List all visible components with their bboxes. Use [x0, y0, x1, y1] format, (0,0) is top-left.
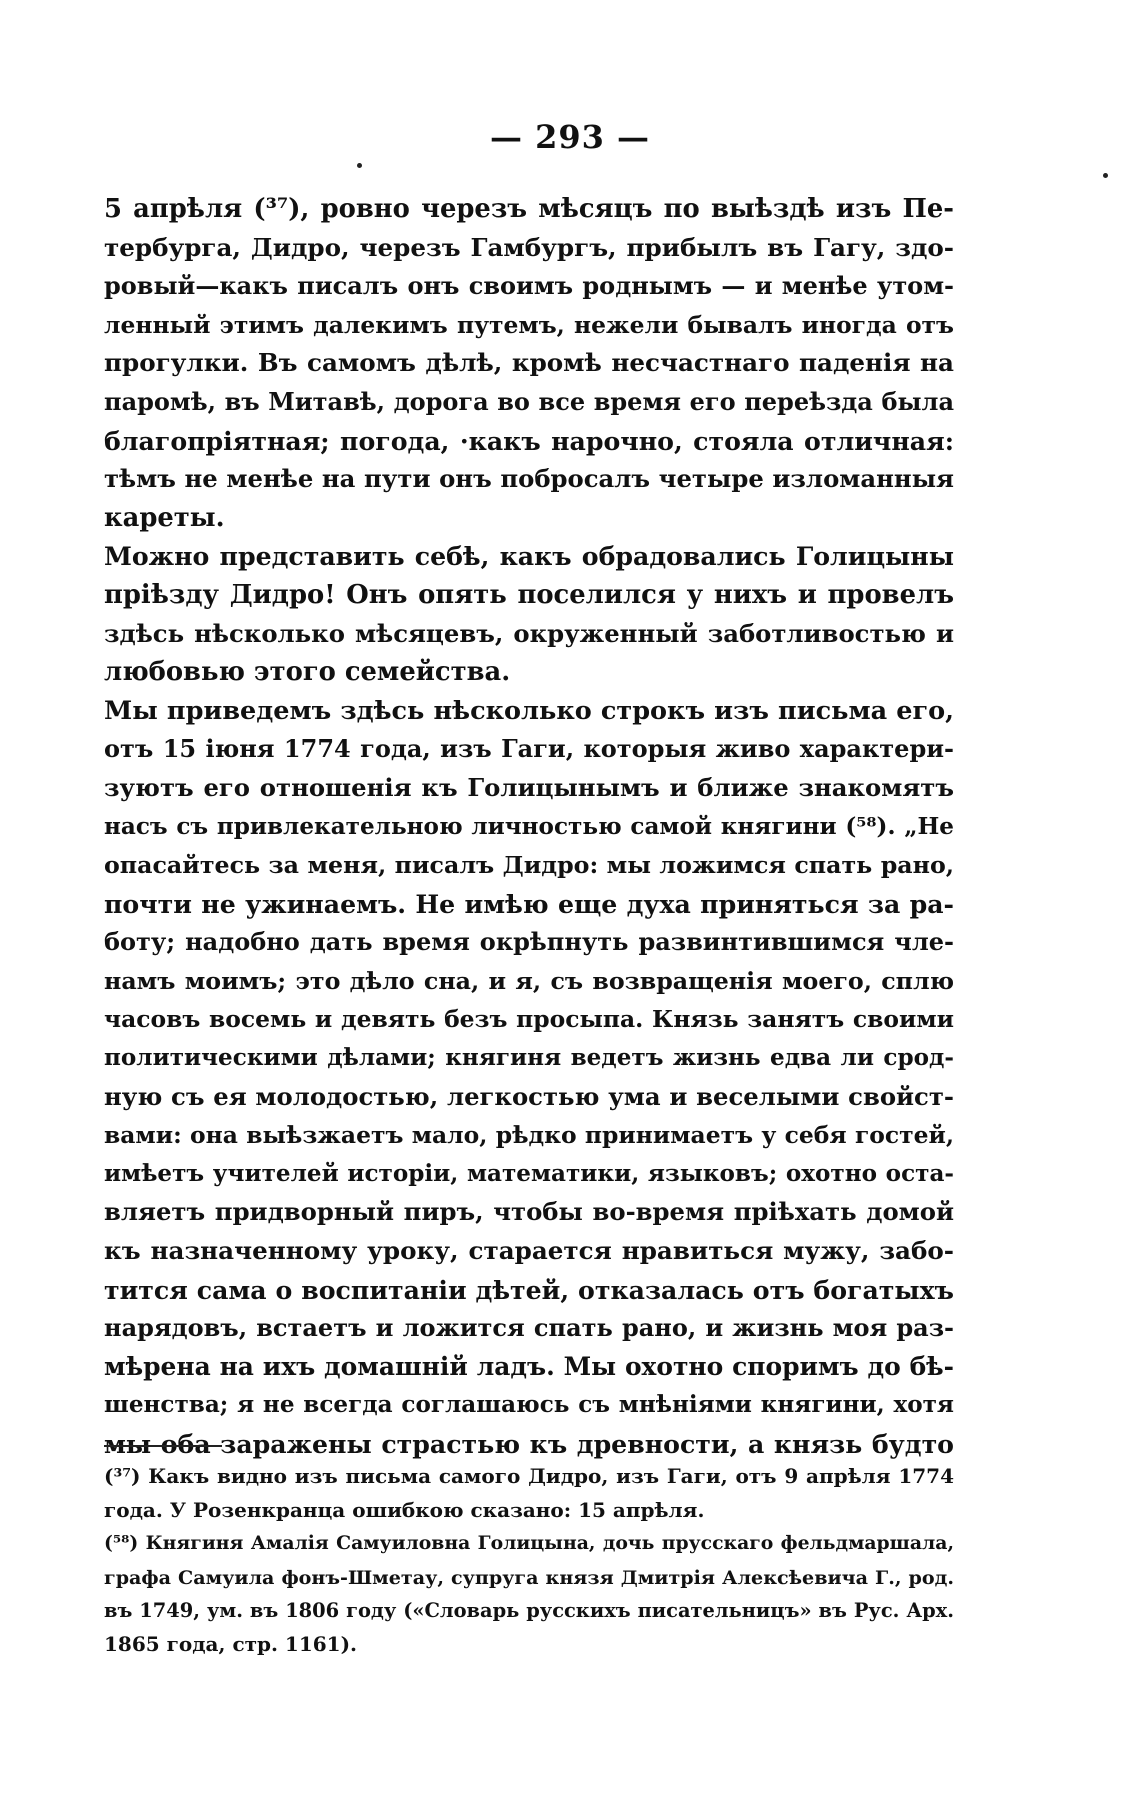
print-speck	[357, 163, 362, 168]
text-line: мѣрена на ихъ домашній ладъ. Мы охотно споримъ до бѣ-	[104, 1351, 954, 1381]
text-line: отъ 15 іюня 1774 года, изъ Гаги, которыя живо характери-	[104, 734, 954, 764]
text-line: къ назначенному уроку, старается нравиться мужу, забо-	[104, 1236, 954, 1266]
print-speck	[1103, 173, 1108, 178]
text-line: тѣмъ не менѣе на пути онъ побросалъ четыре изломанныя	[104, 464, 954, 494]
footnote-line: 1865 года, стр. 1161).	[104, 1631, 358, 1656]
text-line: насъ съ привлекательною личностью самой княгини (⁵⁸). „Не	[104, 812, 954, 840]
text-line: здѣсь нѣсколько мѣсяцевъ, окруженный заботливостью и	[104, 618, 954, 648]
footnote-line: (⁵⁸) Княгиня Амалія Самуиловна Голицына, дочь прусскаго фельдмаршала,	[104, 1532, 954, 1554]
text-line: Мы приведемъ здѣсь нѣсколько строкъ изъ письма его,	[104, 695, 954, 726]
text-line: прогулки. Въ самомъ дѣлѣ, кромѣ несчастнаго паденія на	[104, 348, 954, 378]
footnote	[104, 1527, 954, 1661]
text-line: вляетъ придворный пиръ, чтобы во-время пріѣхать домой	[104, 1197, 954, 1227]
paragraph	[104, 692, 954, 1464]
page-number: — 293 —	[489, 118, 651, 156]
text-line: мы оба заражены страстью къ древности, а князь будто	[104, 1429, 954, 1459]
text-line: ленный этимъ далекимъ путемъ, нежели бывалъ иногда отъ	[104, 310, 954, 339]
text-line: ровый—какъ писалъ онъ своимъ роднымъ — и менѣе утом-	[104, 271, 954, 301]
text-line: 5 апрѣля (³⁷), ровно черезъ мѣсяцъ по выѣздѣ изъ Пе-	[104, 194, 954, 224]
text-line: любовью этого семейства.	[104, 657, 511, 688]
text-line: пріѣзду Дидро! Онъ опять поселился у нихъ и провелъ	[104, 579, 954, 610]
text-line: намъ моимъ; это дѣло сна, и я, съ возвращенія моего, сплю	[104, 966, 954, 995]
text-line: опасайтесь за меня, писалъ Дидро: мы ложимся спать рано,	[104, 851, 954, 880]
footnote-line: графа Самуила фонъ-Шметау, супруга князя Дмитрія Алексѣевича Г., род.	[104, 1565, 954, 1589]
paragraph	[104, 537, 954, 691]
footnote-line: (³⁷) Какъ видно изъ письма самого Дидро, изъ Гаги, отъ 9 апрѣля 1774	[104, 1464, 954, 1488]
text-line: ную съ ея молодостью, легкостью ума и веселыми свойст-	[104, 1081, 954, 1111]
text-line: кареты.	[104, 502, 225, 533]
footnote-line: года. У Розенкранца ошибкою сказано: 15 апрѣля.	[104, 1497, 705, 1522]
text-line: часовъ восемь и девять безъ просыпа. Князь занятъ своими	[104, 1005, 954, 1034]
text-line: тится сама о воспитаніи дѣтей, отказалась отъ богатыхъ	[104, 1274, 954, 1305]
text-line: имѣетъ учителей исторіи, математики, языковъ; охотно оста-	[104, 1159, 954, 1187]
text-line: паромѣ, въ Митавѣ, дорога во все время его переѣзда была	[104, 386, 954, 416]
paragraph	[104, 190, 954, 537]
text-line: нарядовъ, встаетъ и ложится спать рано, и жизнь моя раз-	[104, 1313, 954, 1343]
text-line: Можно представить себѣ, какъ обрадовались Голицыны	[104, 541, 954, 572]
text-line: благопріятная; погода, ·какъ нарочно, стояла отличная:	[104, 425, 954, 456]
footnote-line: въ 1749, ум. въ 1806 году («Словарь русскихъ писательницъ» въ Рус. Арх.	[104, 1599, 954, 1622]
text-line: почти не ужинаемъ. Не имѣю еще духа приняться за ра-	[104, 888, 954, 919]
main-text	[104, 190, 954, 1464]
text-line: зуютъ его отношенія къ Голицынымъ и ближе знакомятъ	[104, 772, 954, 802]
text-line: вами: она выѣзжаетъ мало, рѣдко принимаетъ у себя гостей,	[104, 1121, 954, 1150]
text-line: боту; надобно дать время окрѣпнуть развинтившимся чле-	[104, 927, 954, 957]
footnote	[104, 1460, 954, 1527]
text-line: тербурга, Дидро, черезъ Гамбургъ, прибылъ въ Гагу, здо-	[104, 232, 954, 262]
footnote-divider	[104, 1445, 222, 1447]
footnotes	[104, 1460, 954, 1661]
text-line: политическими дѣлами; княгиня ведетъ жизнь едва ли срод-	[104, 1044, 954, 1072]
text-line: шенства; я не всегда соглашаюсь съ мнѣніями княгини, хотя	[104, 1391, 954, 1419]
